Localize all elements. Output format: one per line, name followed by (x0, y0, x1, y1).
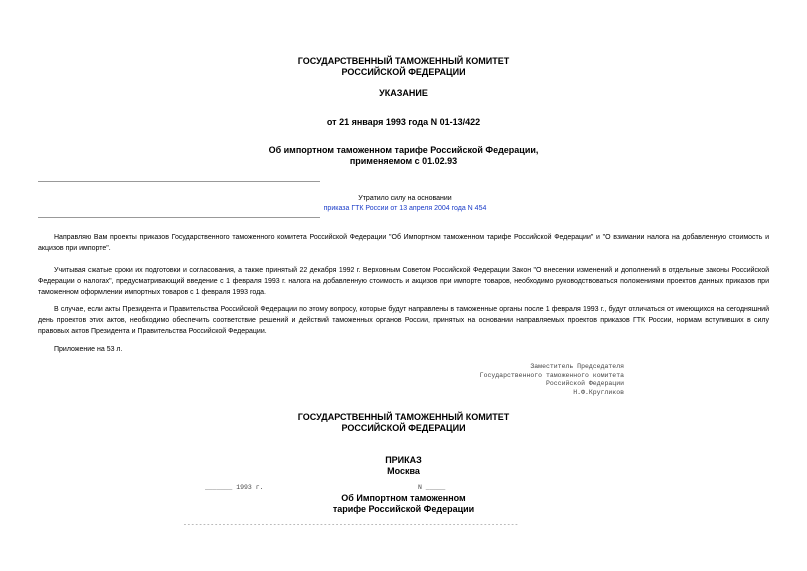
order-agency-line1: ГОСУДАРСТВЕННЫЙ ТАМОЖЕННЫЙ КОМИТЕТ (297, 412, 510, 422)
order-header (0, 412, 807, 434)
doc-subject-line2: применяемом с 01.02.93 (349, 156, 458, 166)
order-agency-line2: РОССИЙСКОЙ ФЕДЕРАЦИИ (341, 423, 466, 433)
signer-title-line2: Государственного таможенного комитета (479, 371, 624, 379)
attachment-note: Приложение на 53 л. (54, 346, 123, 353)
order-date-field: _______ 1993 г. (205, 484, 264, 491)
order-subject (0, 493, 807, 515)
signer-name: Н.Ф.Кругликов (573, 388, 624, 396)
agency-name-line2: РОССИЙСКОЙ ФЕДЕРАЦИИ (341, 67, 466, 77)
signer-title-line3: Российской Федерации (545, 380, 624, 387)
signature-block (440, 363, 624, 397)
signer-title-line1: Заместитель Председателя (530, 363, 624, 370)
repeal-status: Утратило силу на основании (358, 195, 452, 202)
agency-name-line1: ГОСУДАРСТВЕННЫЙ ТАМОЖЕННЫЙ КОМИТЕТ (297, 56, 510, 66)
order-city: Москва (387, 466, 420, 476)
divider-top (38, 181, 320, 182)
body-paragraph: Учитывая сжатые сроки их подготовки и согласования, а также принятый 22 декабря 1992 г. Верховным Советом Российской Федерации Закон "О внесении изменений и дополнений в отдельные законы Российской Федерации о налогах", предусматривающий введение с 1 февраля 1993 г. налога на добавленную стоимость и акцизов при импорте товаров, необходимо руководствоваться положениями проектов данных приказов при таможенном оформлении импортных товаров с 1 февраля 1993 года. (38, 267, 769, 296)
order-subject-line2: тарифе Российской Федерации (332, 504, 475, 514)
doc-type: УКАЗАНИЕ (379, 88, 428, 98)
order-separator: -------------------------------------------------------------------------------------- (183, 521, 519, 528)
order-number-field: N _____ (418, 484, 446, 491)
body-paragraph: В случае, если акты Президента и Правительства Российской Федерации по этому вопросу, которые будут направлены в таможенные органы после 1 февраля 1993 г., будут отличаться от имеющихся на сегодняшний день проектов этих актов, необходимо обеспечить соответствие решений и действий таможенных органов России, принятых на основании направляемых проектов приказов ГТК России, нормам вступивших в силу правовых актов Президента и Правительства Российской Федерации. (38, 306, 769, 335)
order-doc-type: ПРИКАЗ (385, 455, 422, 465)
doc-subject (0, 145, 807, 167)
order-title (0, 455, 807, 477)
repeal-order-link[interactable]: приказа ГТК России от 13 апреля 2004 года N 454 (323, 205, 487, 212)
order-subject-line1: Об Импортном таможенном (341, 493, 466, 503)
body-paragraph: Направляю Вам проекты приказов Государственного таможенного комитета Российской Федерации "Об Импортном таможенном тарифе Российской Федерации" и "О взимании налога на добавленную стоимость и акцизов при импорте". (38, 234, 769, 252)
doc-subject-line1: Об импортном таможенном тарифе Российской Федерации, (268, 145, 539, 155)
document-header (0, 56, 807, 78)
repeal-annotation (320, 194, 490, 214)
doc-date-number: от 21 января 1993 года N 01-13/422 (326, 117, 481, 127)
divider-bottom (38, 217, 320, 218)
